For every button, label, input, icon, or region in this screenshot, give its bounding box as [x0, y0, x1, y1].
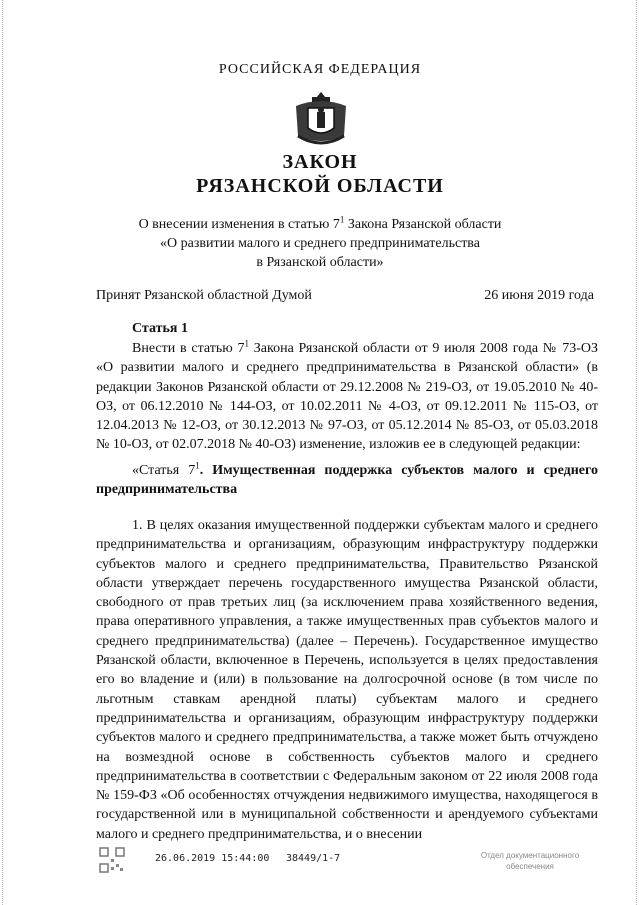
article-paragraph-2: «Статья $7^1$. Имущественная поддержка субъектов малого и среднего предпринимательства	[96, 460, 598, 498]
department-stamp: Отдел документационного обеспечения	[480, 851, 580, 871]
scan-edge-left	[2, 0, 4, 905]
law-subtitle	[0, 215, 640, 272]
article-heading: Статья 1	[132, 321, 188, 336]
scan-edge-right	[636, 0, 638, 905]
qr-code-icon	[98, 846, 126, 874]
coat-of-arms-icon	[290, 88, 352, 150]
subtitle-line2: «О развитии малого и среднего предпринимательства	[160, 236, 480, 251]
article-paragraph-1: Внести в статью $7^1$ Закона Рязанской области от 9 июля 2008 года № 73-ОЗ «О развитии малого и среднего предпринимательства в Рязанской области» (в редакции Законов Рязанской области от 29.12.2008 № 219-ОЗ, от 19.05.2010 № 40-ОЗ, от 06.12.2010 № 144-ОЗ, от 10.02.2011 № 4-ОЗ, от 09.12.2011 № 115-ОЗ, от 12.04.2013 № 12-ОЗ, от 30.12.2013 № 97-ОЗ, от 05.12.2014 № 85-ОЗ, от 05.03.2018 № 10-ОЗ, от 02.07.2018 № 40-ОЗ) изменение, изложив ее в следующей редакции:	[96, 338, 598, 453]
subtitle-line3: в Рязанской области»	[256, 255, 384, 270]
footer-timestamp: 26.06.2019 15:44:00	[155, 853, 270, 864]
adopted-by: Принят Рязанской областной Думой	[96, 288, 312, 303]
subtitle-line1: О внесении изменения в статью $7^1$ Закона Рязанской области	[138, 214, 502, 232]
footer-registration-number: 38449/1-7	[286, 853, 341, 864]
law-title-line2: РЯЗАНСКОЙ ОБЛАСТИ	[196, 175, 444, 197]
article-paragraph-3: 1. В целях оказания имущественной поддержки субъектам малого и среднего предпринимательства и организациям, образующим инфраструктуру поддержки субъектов малого и среднего предпринимательства, Правительство Рязанской области утверждает перечень государственного имущества Рязанской области, свободного от прав третьих лиц (за исключением права хозяйственного ведения, права оперативного управления, а также имущественных прав субъектов малого и среднего предпринимательства) (далее – Перечень). Государственное имущество Рязанской области, включенное в Перечень, используется в целях предоставления его во владение и (или) в пользование на долгосрочной основе (в том числе по льготным ставкам арендной платы) субъектам малого и среднего предпринимательства и организациям, образующим инфраструктуру поддержки субъектов малого и среднего предпринимательства, а также может быть отчуждено на возмездной основе в собственность субъектов малого и среднего предпринимательства в соответствии с Федеральным законом от 22 июля 2008 года № 159-ФЗ «Об особенностях отчуждения недвижимого имущества, находящегося в государственной или в муниципальной собственности и арендуемого субъектами малого и среднего предпринимательства, и о внесении	[96, 518, 598, 842]
country-header: РОССИЙСКАЯ ФЕДЕРАЦИЯ	[218, 62, 422, 77]
law-title	[0, 150, 640, 198]
adoption-date: 26 июня 2019 года	[484, 288, 594, 303]
law-title-line1: ЗАКОН	[282, 151, 358, 173]
